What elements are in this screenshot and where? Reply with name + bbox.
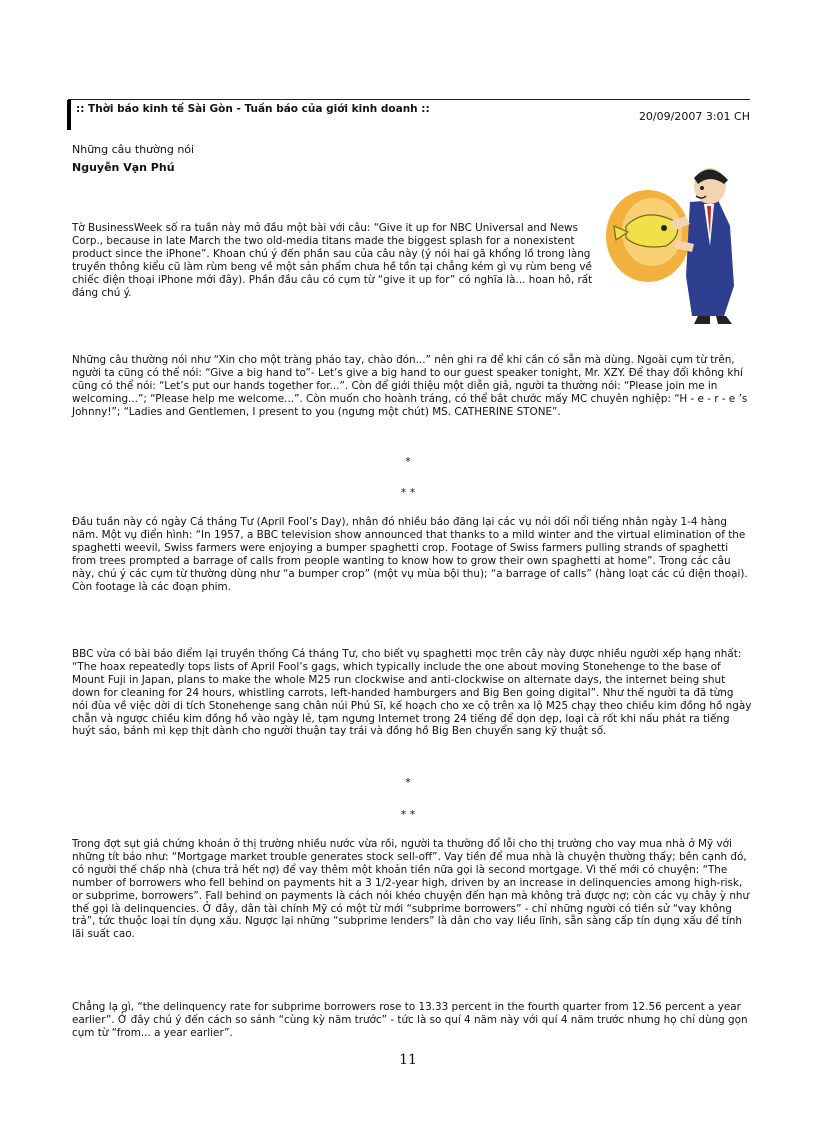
header-title: :: Thời báo kinh tế Sài Gòn - Tuần báo của giới kinh doanh :: <box>76 103 430 115</box>
paragraph-4: BBC vừa có bài báo điểm lại truyền thống Cá tháng Tư, cho biết vụ spaghetti mọc trên cây này được nhiều người xếp hạng nhất: “The hoax repeatedly tops lists of April Fool’s gags, which typically include the one about moving Stonehenge to the base of Mount Fuji in Japan, plans to make the whole M25 run clockwise and anti-clockwise on alternate days, the internet being shut down for cleaning for 24 hours, whistling carrots, left-handed hamburgers and Big Ben going digital”. Như thế người ta đã từng nói đùa về việc dời di tích Stonehenge sang chân núi Phú Sĩ, kế hoạch cho xe cộ trên xa lộ M25 chạy theo chiều kim đồng hồ ngày chẵn và ngược chiều kim đồng hồ vào ngày lẻ, tạm ngưng Internet trong 24 tiếng để dọn dẹp, loại cà rốt khi nấu phát ra tiếng huýt sáo, bánh mì kẹp thịt dành cho người thuận tay trái và đồng hồ Big Ben chuyển sang kỹ thuật số. <box>72 648 752 738</box>
header-left-marker <box>67 100 71 130</box>
section-label: Những câu thường nói <box>72 143 195 156</box>
paragraph-6: Chẳng lạ gì, “the delinquency rate for subprime borrowers rose to 13.33 percent in the fourth quarter from 12.56 percent a year earlier”. Ở đây chú ý đến cách so sánh “cùng kỳ năm trước” - tức là so quí 4 năm này với quí 4 năm trước nhưng họ chỉ dùng gọn cụm từ “from... a year earlier”. <box>72 1001 748 1039</box>
page-number: 11 <box>399 1052 417 1068</box>
paragraph-5: Trong đợt sụt giá chứng khoán ở thị trường nhiều nước vừa rồi, người ta thường đổ lỗi cho thị trường cho vay mua nhà ở Mỹ với những tít báo như: “Mortgage market trouble generates stock sell-off”. Vay tiền để mua nhà là chuyện thường thấy; bên cạnh đó, có người thế chấp nhà (chưa trả hết nợ) để vay thêm một khoản tiền nữa gọi là second mortgage. Vì thế mới có chuyện: “The number of borrowers who fell behind on payments hit a 3 1/2-year high, driven by an increase in delinquencies among high-risk, or subprime, borrowers”. Fall behind on payments là cách nói khéo chuyện đến hạn mà không trả được nợ; còn các vụ chây ỳ như thế gọi là delinquencies. Ở đây, dân tài chính Mỹ có một từ mới “subprime borrowers” - chỉ những người có tiền sử “vay không trả”, tức thuộc loại tín dụng xấu. Ngược lại những “subprime lenders” là dân cho vay liều lĩnh, sẵn sàng cấp tín dụng xấu để tính lãi suất cao. <box>72 838 750 941</box>
paragraph-2: Những câu thường nói như “Xin cho một tràng pháo tay, chào đón...” nên ghi ra để khi cần có sẵn mà dùng. Ngoài cụm từ trên, người ta cũng có thể nói: “Give a big hand to”- Let’s give a big hand to our guest speaker tonight, Mr. XZY. Để thay đổi không khí cũng có thể nói: “Let’s put our hands together for...”. Còn để giới thiệu một diễn giả, người ta thường nói: “Please join me in welcoming...”; “Please help me welcome...”. Còn muốn cho hoành tráng, có thể bắt chước mấy MC chuyên nghiệp: “H - e - r - e ’s Johnny!”; “Ladies and Gentlemen, I present to you (ngưng một chút) MS. CATHERINE STONE”. <box>72 354 748 418</box>
paragraph-3: Đầu tuần này có ngày Cá tháng Tư (April Fool’s Day), nhân đó nhiều báo đăng lại các vụ nói dối nổi tiếng nhân ngày 1-4 hàng năm. Một vụ điển hình: “In 1957, a BBC television show announced that thanks to a mild winter and the virtual elimination of the spaghetti weevil, Swiss farmers were enjoying a bumper spaghetti crop. Footage of Swiss farmers pulling strands of spaghetti from trees prompted a barrage of calls from people wanting to know how to grow their own spaghetti at home”. Trong các câu này, chú ý các cụm từ thường dùng như “a bumper crop” (một vụ mùa bội thu); “a barrage of calls” (hàng loạt các cú điện thoại). Còn footage là các đoạn phim. <box>72 516 748 593</box>
separator-double: * * <box>400 808 416 821</box>
separator-single: * <box>405 455 411 468</box>
separator-single: * <box>405 776 411 789</box>
separator-double: * * <box>400 486 416 499</box>
author-name: Nguyễn Vạn Phú <box>72 161 175 174</box>
header-rule <box>68 99 750 100</box>
businessman-cartoon-illustration <box>606 166 754 326</box>
header-date: 20/09/2007 3:01 CH <box>638 110 750 123</box>
paragraph-1: Tờ BusinessWeek số ra tuần này mở đầu một bài với câu: “Give it up for NBC Universal and News Corp., because in late March the two old-media titans made the biggest splash for a nonexistent product since the iPhone”. Khoan chú ý đến phần sau của câu này (ý nói hai gã khổng lồ trong làng truyền thông kiểu cũ làm rùm beng về một sản phẩm chưa hề tồn tại chẳng kém gì vụ rùm beng về chiếc điện thoại iPhone mới đây). Phần đầu câu có cụm từ “give it up for” có nghĩa là... hoan hô, rất đáng chú ý. <box>72 222 593 299</box>
